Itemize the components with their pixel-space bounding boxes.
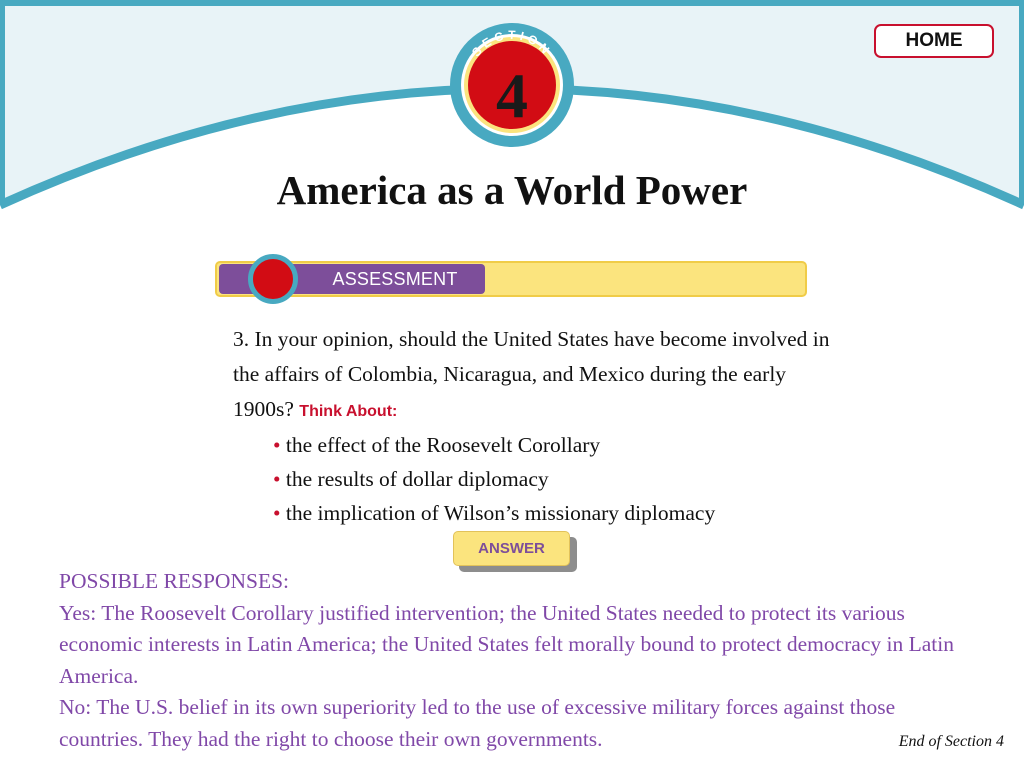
question-text bbox=[233, 322, 833, 429]
bullet-icon: • bbox=[273, 501, 281, 525]
responses-heading: POSSIBLE RESPONSES: bbox=[59, 569, 290, 593]
think-about-label: Think About: bbox=[299, 403, 398, 420]
bullet-icon: • bbox=[273, 433, 281, 457]
assessment-circle-icon bbox=[248, 254, 298, 304]
answer-button[interactable]: ANSWER bbox=[453, 531, 570, 566]
possible-responses bbox=[59, 566, 979, 755]
question-body: 3. In your opinion, should the United States have become involved in the affairs of Colombia, Nicaragua, and Mexico during the early 1900s? bbox=[233, 327, 830, 421]
list-item bbox=[273, 496, 873, 530]
page-title: America as a World Power bbox=[276, 167, 748, 213]
section-label: SECTION bbox=[469, 27, 555, 60]
response-yes: Yes: The Roosevelt Corollary justified intervention; the United States needed to protect its various economic interests in Latin America; the United States felt morally bound to protect democracy in Latin America. bbox=[59, 600, 954, 688]
list-item-text: the implication of Wilson’s missionary diplomacy bbox=[285, 501, 716, 525]
list-item bbox=[273, 462, 873, 496]
list-item-text: the effect of the Roosevelt Corollary bbox=[285, 433, 601, 457]
end-of-section-label: End of Section 4 bbox=[898, 733, 1004, 750]
response-no: No: The U.S. belief in its own superiority led to the use of excessive military forces against those countries. They had the right to choose their own governments. bbox=[59, 695, 896, 751]
bullet-icon: • bbox=[273, 467, 281, 491]
assessment-label: ASSESSMENT bbox=[332, 269, 458, 289]
list-item-text: the results of dollar diplomacy bbox=[285, 467, 549, 491]
think-about-list bbox=[273, 428, 873, 530]
section-number: 4 bbox=[496, 60, 528, 131]
list-item bbox=[273, 428, 873, 462]
home-button[interactable]: HOME bbox=[874, 24, 994, 58]
